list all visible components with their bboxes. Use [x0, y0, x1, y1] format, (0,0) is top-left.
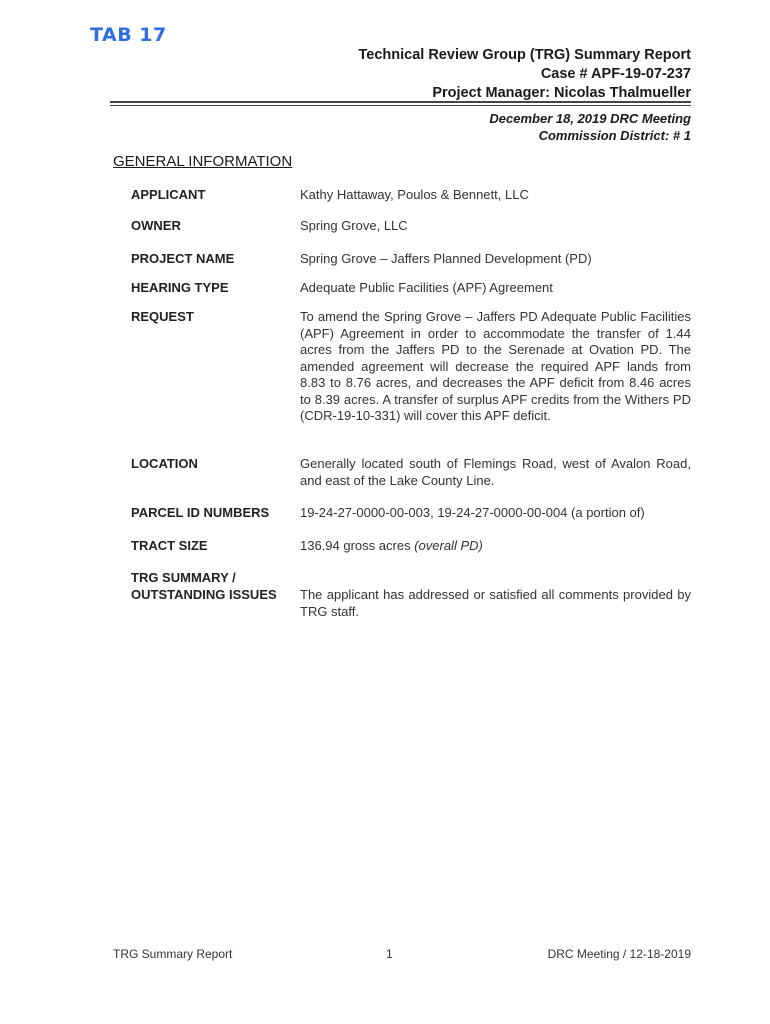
tract-size-label: TRACT SIZE [131, 538, 208, 553]
report-title: Technical Review Group (TRG) Summary Report [358, 47, 691, 63]
commission-district: Commission District: # 1 [538, 128, 691, 143]
report-header [359, 46, 692, 103]
owner-value: Spring Grove, LLC [300, 218, 408, 233]
trg-summary-label-line2: OUTSTANDING ISSUES [131, 586, 277, 602]
trg-summary-label [131, 570, 277, 603]
project-manager: Project Manager: Nicolas Thalmueller [432, 85, 691, 101]
tab-label: TAB 17 [90, 24, 167, 46]
header-divider-thin [110, 105, 691, 106]
page-number: 1 [386, 947, 393, 961]
section-title: GENERAL INFORMATION [113, 153, 293, 170]
header-divider-thick [110, 101, 691, 103]
project-name-value: Spring Grove – Jaffers Planned Development (PD) [300, 251, 592, 266]
tract-size-note: (overall PD) [414, 538, 483, 553]
owner-label: OWNER [131, 218, 181, 233]
footer-right: DRC Meeting / 12-18-2019 [547, 947, 691, 961]
footer-left: TRG Summary Report [113, 947, 233, 961]
applicant-label: APPLICANT [131, 187, 206, 202]
trg-summary-value: The applicant has addressed or satisfied all comments provided by TRG staff. [300, 587, 691, 619]
tract-size-value [300, 538, 691, 555]
meeting-info [489, 110, 691, 144]
hearing-type-label: HEARING TYPE [131, 280, 229, 295]
meeting-date: December 18, 2019 DRC Meeting [489, 111, 691, 126]
case-number: Case # APF-19-07-237 [540, 66, 691, 82]
tract-size-acres: 136.94 gross acres [300, 538, 411, 553]
parcel-ids-value: 19-24-27-0000-00-003, 19-24-27-0000-00-004 (a portion of) [300, 505, 645, 520]
applicant-value: Kathy Hattaway, Poulos & Bennett, LLC [300, 187, 529, 202]
location-label: LOCATION [131, 456, 198, 471]
request-value: To amend the Spring Grove – Jaffers PD Adequate Public Facilities (APF) Agreement in order to accommodate the transfer of 1.44 acres from the Jaffers PD to the Serenade at Ovation PD. The amended agreement will decrease the required APF lands from 8.83 to 8.76 acres, and decreases the APF deficit from 8.46 acres to 8.39 acres. A transfer of surplus APF credits from the Withers PD (CDR-19-10-331) will cover this APF deficit. [300, 309, 691, 423]
project-name-label: PROJECT NAME [131, 251, 235, 266]
parcel-ids-label: PARCEL ID NUMBERS [131, 505, 270, 520]
request-label: REQUEST [131, 309, 194, 324]
hearing-type-value: Adequate Public Facilities (APF) Agreement [300, 280, 553, 295]
location-value: Generally located south of Flemings Road, west of Avalon Road, and east of the Lake County Line. [300, 456, 691, 488]
trg-summary-label-line1: TRG SUMMARY / [131, 570, 236, 585]
